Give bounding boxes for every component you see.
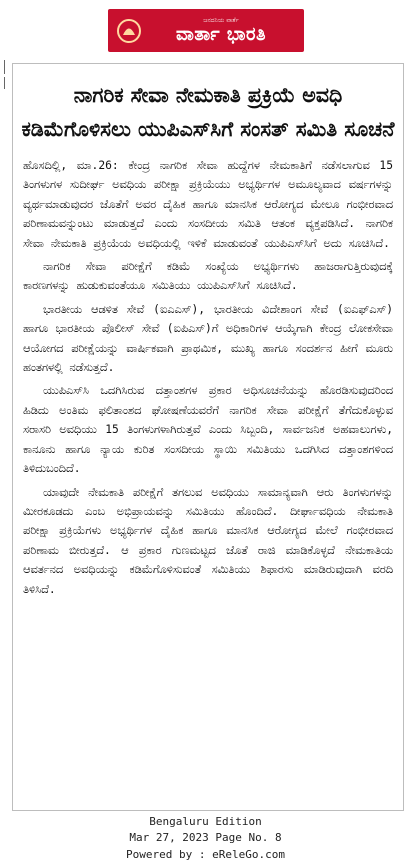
article-headline: ನಾಗರಿಕ ಸೇವಾ ನೇಮಕಾತಿ ಪ್ರಕ್ರಿಯೆ ಅವಧಿ ಕಡಿಮೆಗೊಳಿಸಲು ಯುಪಿಎಸ್‌ಸಿಗೆ ಸಂಸತ್ ಸಮಿತಿ ಸೂಚನೆ bbox=[21, 83, 395, 141]
masthead-logo bbox=[108, 9, 304, 52]
footer-edition: Bengaluru Edition bbox=[149, 815, 262, 828]
article-clipping bbox=[12, 63, 404, 811]
column-rule bbox=[4, 60, 5, 74]
masthead-title: ವಾರ್ತಾ ಭಾರತಿ bbox=[175, 23, 267, 45]
article-paragraph: ಯುಪಿಎಸ್‌ಸಿ ಒದಗಿಸಿರುವ ದತ್ತಾಂಶಗಳ ಪ್ರಕಾರ ಅಧಿಸೂಚನೆಯನ್ನು ಹೊರಡಿಸುವುದರಿಂದ ಹಿಡಿದು ಅಂತಿಮ ಫಲಿತಾಂಶದ ಘೋಷಣೆಯವರೆಗೆ ನಾಗರಿಕ ಸೇವಾ ಪರೀಕ್ಷೆಗೆ ತೆಗೆದುಕೊಳ್ಳುವ ಸರಾಸರಿ ಅವಧಿಯು 15 ತಿಂಗಳುಗಳಾಗಿರುತ್ತವೆ ಎಂದು ಸಿಬ್ಬಂದಿ, ಸಾರ್ವಜನಿಕ ಅಹವಾಲುಗಳು, ಕಾನೂನು ಹಾಗೂ ನ್ಯಾಯ ಕುರಿತ ಸಂಸದೀಯ ಸ್ಥಾಯಿ ಸಮಿತಿಯು ಒದಗಿಸಿದ ದತ್ತಾಂಶಗಳಿಂದ ತಿಳಿದುಬಂದಿದೆ. bbox=[23, 384, 393, 476]
logo-emblem-icon bbox=[114, 16, 144, 46]
article-paragraph: ಭಾರತೀಯ ಆಡಳಿತ ಸೇವೆ (ಐಎಎಸ್), ಭಾರತೀಯ ವಿದೇಶಾಂಗ ಸೇವೆ (ಐಎಫ್‌ಎಸ್) ಹಾಗೂ ಭಾರತೀಯ ಪೊಲೀಸ್ ಸೇವೆ (ಐಪಿಎಸ್)ಗೆ ಅಧಿಕಾರಿಗಳ ಆಯ್ಕೆಗಾಗಿ ಕೇಂದ್ರ ಲೋಕಸೇವಾ ಆಯೋಗದ ಪರೀಕ್ಷೆಯನ್ನು ವಾರ್ಷಿಕವಾಗಿ ಪ್ರಾಥಮಿಕ, ಮುಖ್ಯ ಹಾಗೂ ಸಂದರ್ಶನ ಹೀಗೆ ಮೂರು ಹಂತಗಳಲ್ಲಿ ನಡೆಸುತ್ತದೆ. bbox=[23, 302, 393, 375]
footer-date-page: Mar 27, 2023 Page No. 8 bbox=[129, 831, 282, 844]
article-paragraph: ಹೊಸದಿಲ್ಲಿ, ಮಾ.26: ಕೇಂದ್ರ ನಾಗರಿಕ ಸೇವಾ ಹುದ್ದೆಗಳ ನೇಮಕಾತಿಗೆ ನಡೆಸಲಾಗುವ 15 ತಿಂಗಳುಗಳ ಸುದೀರ್ಘ ಅವಧಿಯ ಪರೀಕ್ಷಾ ಪ್ರಕ್ರಿಯೆಯು ಅಭ್ಯರ್ಥಿಗಳ ಅಮೂಲ್ಯವಾದ ವರ್ಷಗಳನ್ನು ವ್ಯರ್ಥಮಾಡುವುದರ ಜೊತೆಗೆ ಅವರ ದೈಹಿಕ ಹಾಗೂ ಮಾನಸಿಕ ಆರೋಗ್ಯದ ಮೇಲೂ ಗಂಭೀರವಾದ ಪರಿಣಾಮವನ್ನುಂಟು ಮಾಡುತ್ತದೆ ಎಂದು ಸಂಸದೀಯ ಸಮಿತಿ ಆತಂಕ ವ್ಯಕ್ತಪಡಿಸಿದೆ. ನಾಗರಿಕ ಸೇವಾ ನೇಮಕಾತಿ ಪ್ರಕ್ರಿಯೆಯ ಅವಧಿಯಲ್ಲಿ ಇಳಿಕೆ ಮಾಡುವಂತೆ ಯುಪಿಎಸ್‌ಸಿಗೆ ಅದು ಸೂಚಿಸಿದೆ. bbox=[23, 159, 393, 250]
footer-powered-by: Powered by : eReleGo.com bbox=[126, 848, 285, 861]
column-rule bbox=[4, 77, 5, 89]
article-paragraph: ನಾಗರಿಕ ಸೇವಾ ಪರೀಕ್ಷೆಗೆ ಕಡಿಮೆ ಸಂಖ್ಯೆಯ ಅಭ್ಯರ್ಥಿಗಳು ಹಾಜರಾಗುತ್ತಿರುವುದಕ್ಕೆ ಕಾರಣಗಳನ್ನು ಹುಡುಕುವಂತೆಯೂ ಸಮಿತಿಯು ಯುಪಿಎಸ್‌ಸಿಗೆ ಸೂಚಿಸಿದೆ. bbox=[23, 260, 393, 293]
article-paragraph: ಯಾವುದೇ ನೇಮಕಾತಿ ಪರೀಕ್ಷೆಗೆ ತಗಲುವ ಅವಧಿಯು ಸಾಮಾನ್ಯವಾಗಿ ಆರು ತಿಂಗಳುಗಳನ್ನು ಮೀರಕೂಡದು ಎಂಬ ಅಭಿಪ್ರಾಯವನ್ನು ಸಮಿತಿಯು ಹೊಂದಿದೆ. ದೀರ್ಘಾವಧಿಯ ನೇಮಕಾತಿ ಪರೀಕ್ಷಾ ಪ್ರಕ್ರಿಯೆಗಳು ಅಭ್ಯರ್ಥಿಗಳ ದೈಹಿಕ ಹಾಗೂ ಮಾನಸಿಕ ಆರೋಗ್ಯದ ಮೇಲೆ ಗಂಭೀರವಾದ ಪರಿಣಾಮ ಬೀರುತ್ತದೆ. ಆ ಪ್ರಕಾರ ಗುಣಮಟ್ಟದ ಜೊತೆ ರಾಜಿ ಮಾಡಿಕೊಳ್ಳದೆ ನೇಮಕಾತಿಯ ಆವರ್ತನದ ಅವಧಿಯನ್ನು ಕಡಿಮೆಗೊಳಿಸುವಂತೆ ಸಮಿತಿಯು ಶಿಫಾರಸು ಮಾಡಿರುವುದಾಗಿ ವರದಿ ತಿಳಿಸಿದೆ. bbox=[23, 485, 393, 596]
article-body bbox=[23, 156, 393, 599]
masthead-tagline: ಜನದನಿಯ ವಾರ್ತೆ bbox=[203, 16, 239, 24]
